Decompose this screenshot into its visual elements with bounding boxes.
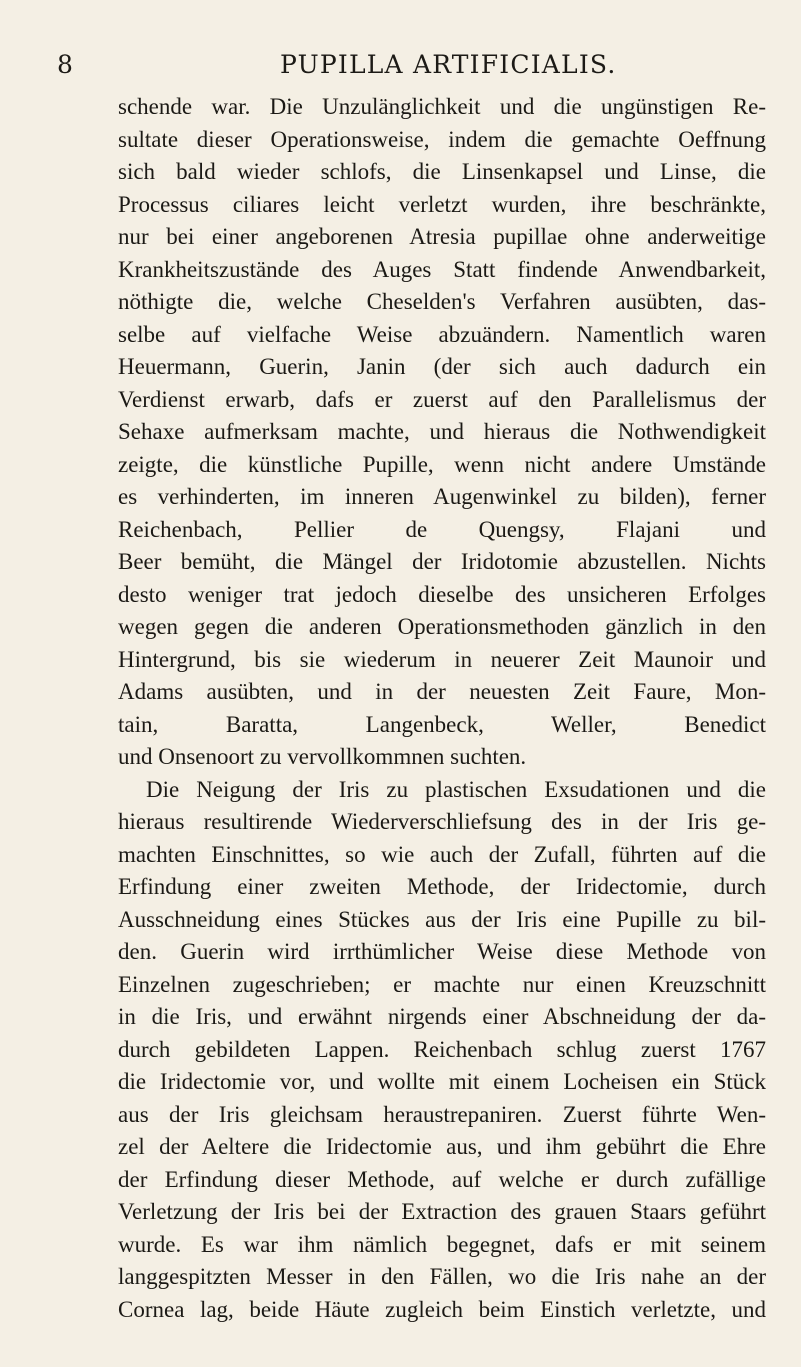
text-line: zeigte, die künstliche Pupille, wenn nicht andere Umstände [118, 451, 766, 477]
text-line: Ausschneidung eines Stückes aus der Iris eine Pupille zu bil- [118, 906, 766, 932]
text-line: Processus ciliares leicht verletzt wurden, ihre beschränkte, [118, 191, 766, 217]
text-line: zel der Aeltere die Iridectomie aus, und ihm gebührt die Ehre [118, 1134, 766, 1159]
text-line: schende war. Die Unzulänglichkeit und die ungünstigen Re- [118, 94, 766, 119]
text-line: nöthigte die, welche Cheselden's Verfahren ausübten, das- [118, 289, 766, 314]
page-header [0, 50, 801, 84]
text-line: Hintergrund, bis sie wiederum in neuerer Zeit Maunoir und [118, 646, 766, 672]
text-line: Reichenbach, Pellier de Quengsy, Flajani und [118, 516, 766, 542]
text-line: aus der Iris gleichsam heraustrepaniren. Zuerst führte Wen- [118, 1101, 766, 1127]
text-line: Erfindung einer zweiten Methode, der Iridectomie, durch [118, 874, 766, 899]
text-line: machten Einschnittes, so wie auch der Zufall, führten auf die [118, 841, 766, 867]
text-line: selbe auf vielfache Weise abzuändern. Namentlich waren [118, 321, 766, 347]
text-line: Verdienst erwarb, dafs er zuerst auf den Parallelismus der [118, 386, 766, 412]
text-line: Cornea lag, beide Häute zugleich beim Einstich verletzte, und [118, 1296, 766, 1322]
body-text [118, 91, 766, 1326]
text-line: in die Iris, und erwähnt nirgends einer Abschneidung der da- [118, 1004, 766, 1029]
text-line: Einzelnen zugeschrieben; er machte nur einen Kreuzschnitt [118, 971, 766, 997]
text-line: tain, Baratta, Langenbeck, Weller, Benedict [118, 711, 766, 737]
text-line: den. Guerin wird irrthümlicher Weise diese Methode von [118, 939, 766, 964]
text-line: wegen gegen die anderen Operationsmethoden gänzlich in den [118, 614, 766, 639]
text-line: der Erfindung dieser Methode, auf welche er durch zufällige [118, 1166, 766, 1192]
text-line: nur bei einer angeborenen Atresia pupillae ohne anderweitige [118, 224, 766, 249]
text-line: Verletzung der Iris bei der Extraction des grauen Staars geführt [118, 1199, 766, 1224]
text-line: langgespitzten Messer in den Fällen, wo die Iris nahe an der [118, 1264, 766, 1289]
page-number: 8 [57, 50, 74, 79]
text-line: sultate dieser Operationsweise, indem die gemachte Oeffnung [118, 126, 766, 152]
running-title: PUPILLA ARTIFICIALIS. [280, 50, 617, 79]
text-line: und Onsenoort zu vervollkommnen suchten. [118, 744, 527, 769]
text-line: desto weniger trat jedoch dieselbe des unsicheren Erfolges [118, 581, 766, 607]
text-line: Sehaxe aufmerksam machte, und hieraus die Nothwendigkeit [118, 419, 766, 444]
text-line: Beer bemüht, die Mängel der Iridotomie abzustellen. Nichts [118, 549, 766, 574]
text-line: Krankheitszustände des Auges Statt findende Anwendbarkeit, [118, 256, 766, 282]
paragraph-start-line: Die Neigung der Iris zu plastischen Exsudationen und die [146, 776, 766, 802]
text-line: hieraus resultirende Wiederverschliefsung des in der Iris ge- [118, 809, 766, 834]
text-line: Heuermann, Guerin, Janin (der sich auch dadurch ein [118, 354, 766, 379]
text-line: durch gebildeten Lappen. Reichenbach schlug zuerst 1767 [118, 1036, 766, 1062]
text-line: wurde. Es war ihm nämlich begegnet, dafs er mit seinem [118, 1231, 766, 1257]
text-line: die Iridectomie vor, und wollte mit einem Locheisen ein Stück [118, 1069, 766, 1094]
text-line: es verhinderten, im inneren Augenwinkel zu bilden), ferner [118, 484, 766, 509]
text-line: sich bald wieder schlofs, die Linsenkapsel und Linse, die [118, 159, 766, 184]
text-line: Adams ausübten, und in der neuesten Zeit Faure, Mon- [118, 679, 766, 704]
